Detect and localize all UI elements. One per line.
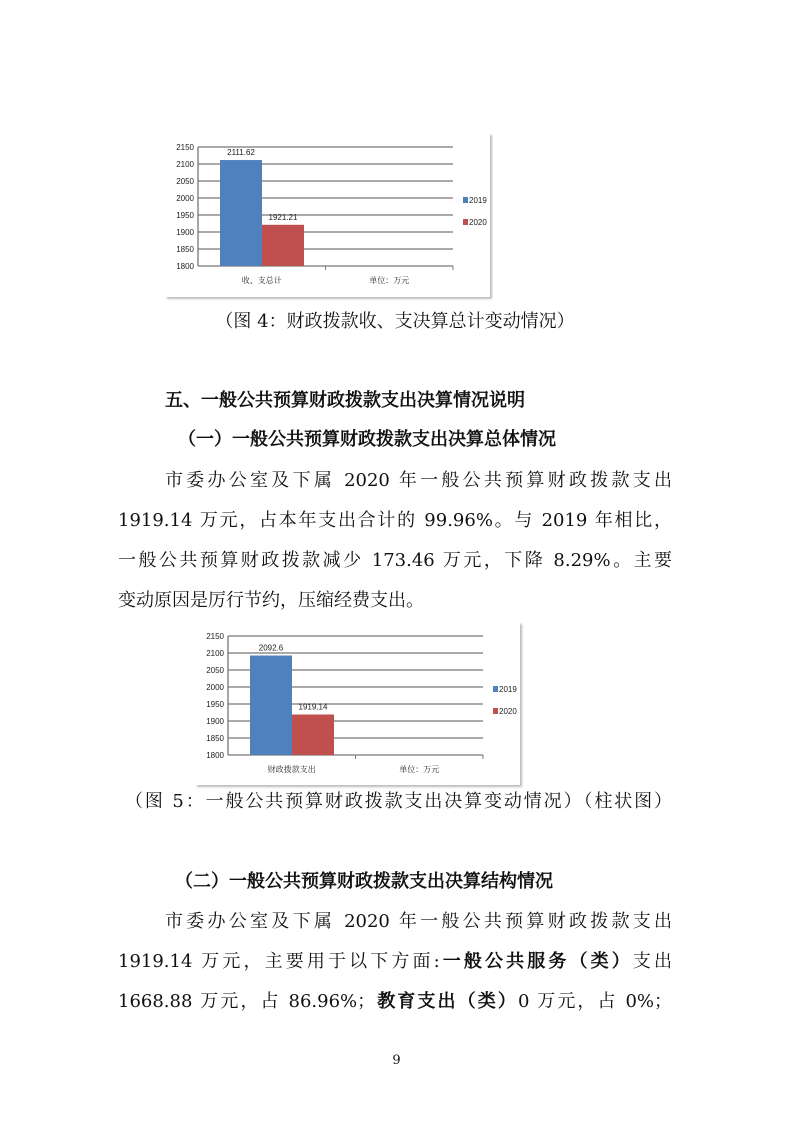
y-tick-label: 1900 bbox=[206, 717, 224, 726]
para1-line: 变动原因是厉行节约，压缩经费支出。 bbox=[118, 590, 424, 611]
y-tick-label: 2100 bbox=[176, 160, 194, 169]
y-tick-label: 1850 bbox=[206, 734, 224, 743]
bar-2020 bbox=[262, 225, 304, 266]
y-tick-label: 2150 bbox=[206, 632, 224, 641]
legend-swatch bbox=[463, 219, 468, 225]
legend-label: 2020 bbox=[469, 218, 487, 227]
para1-line: 市委办公室及下属 2020 年一般公共预算财政拨款支出 bbox=[165, 470, 672, 491]
y-tick-label: 1950 bbox=[176, 211, 194, 220]
legend-label: 2019 bbox=[469, 196, 487, 205]
data-label: 2111.62 bbox=[227, 148, 255, 158]
para2-line bbox=[118, 950, 672, 974]
caption-fig4: （图 4：财政拨款收、支决算总计变动情况） bbox=[215, 311, 575, 332]
bold-text: 一般公共服务（类） bbox=[439, 951, 633, 972]
data-label: 2092.6 bbox=[258, 643, 284, 653]
page-number: 9 bbox=[392, 1053, 401, 1068]
text: 支出 bbox=[632, 951, 672, 972]
y-tick-label: 1950 bbox=[206, 700, 224, 709]
bar-2019 bbox=[220, 160, 262, 266]
subsection-heading-1: （一）一般公共预算财政拨款支出决算总体情况 bbox=[178, 429, 556, 450]
section-heading: 五、一般公共预算财政拨款支出决算情况说明 bbox=[165, 390, 525, 411]
para1-line: 一般公共预算财政拨款减少 173.46 万元，下降 8.29%。主要 bbox=[118, 550, 672, 571]
legend-swatch bbox=[463, 197, 468, 203]
y-tick-label: 2150 bbox=[176, 143, 194, 152]
y-tick-label: 2100 bbox=[206, 649, 224, 658]
text: 1919.14 万元，主要用于以下方面: bbox=[118, 951, 440, 972]
x-tick-label: 财政拨款支出 bbox=[267, 765, 316, 774]
para2-line: 市委办公室及下属 2020 年一般公共预算财政拨款支出 bbox=[165, 911, 672, 932]
bold-text: 教育支出（类） bbox=[375, 991, 518, 1012]
y-tick-label: 2000 bbox=[176, 194, 194, 203]
x-tick-label: 单位：万元 bbox=[399, 765, 440, 774]
legend-swatch bbox=[493, 686, 498, 692]
y-tick-label: 1800 bbox=[176, 262, 194, 271]
subsection-heading-2: （二）一般公共预算财政拨款支出决算结构情况 bbox=[175, 871, 553, 892]
caption-fig5: （图 5：一般公共预算财政拨款支出决算变动情况）（柱状图） bbox=[125, 791, 672, 812]
y-tick-label: 1800 bbox=[206, 751, 224, 760]
legend-swatch bbox=[493, 708, 498, 714]
data-label: 1919.14 bbox=[298, 702, 328, 712]
legend-label: 2020 bbox=[499, 707, 517, 716]
x-tick-label: 收、支总计 bbox=[241, 276, 282, 285]
y-tick-label: 2050 bbox=[206, 666, 224, 675]
legend-label: 2019 bbox=[499, 685, 517, 694]
text: 0 万元，占 0%； bbox=[517, 991, 672, 1012]
y-tick-label: 1900 bbox=[176, 228, 194, 237]
bar-2020 bbox=[292, 714, 334, 755]
bar-2019 bbox=[250, 656, 292, 755]
chart-fig5-svg bbox=[195, 622, 520, 785]
para2-line bbox=[118, 990, 672, 1014]
y-tick-label: 2050 bbox=[176, 177, 194, 186]
chart-fig4 bbox=[165, 133, 490, 297]
chart-fig5 bbox=[195, 622, 520, 785]
y-tick-label: 1850 bbox=[176, 245, 194, 254]
y-tick-label: 2000 bbox=[206, 683, 224, 692]
data-label: 1921.21 bbox=[268, 212, 298, 222]
text: 1668.88 万元，占 86.96%； bbox=[118, 991, 376, 1012]
x-tick-label: 单位：万元 bbox=[369, 276, 410, 285]
para1-line: 1919.14 万元，占本年支出合计的 99.96%。与 2019 年相比， bbox=[118, 510, 672, 531]
chart-fig4-svg bbox=[165, 133, 490, 297]
